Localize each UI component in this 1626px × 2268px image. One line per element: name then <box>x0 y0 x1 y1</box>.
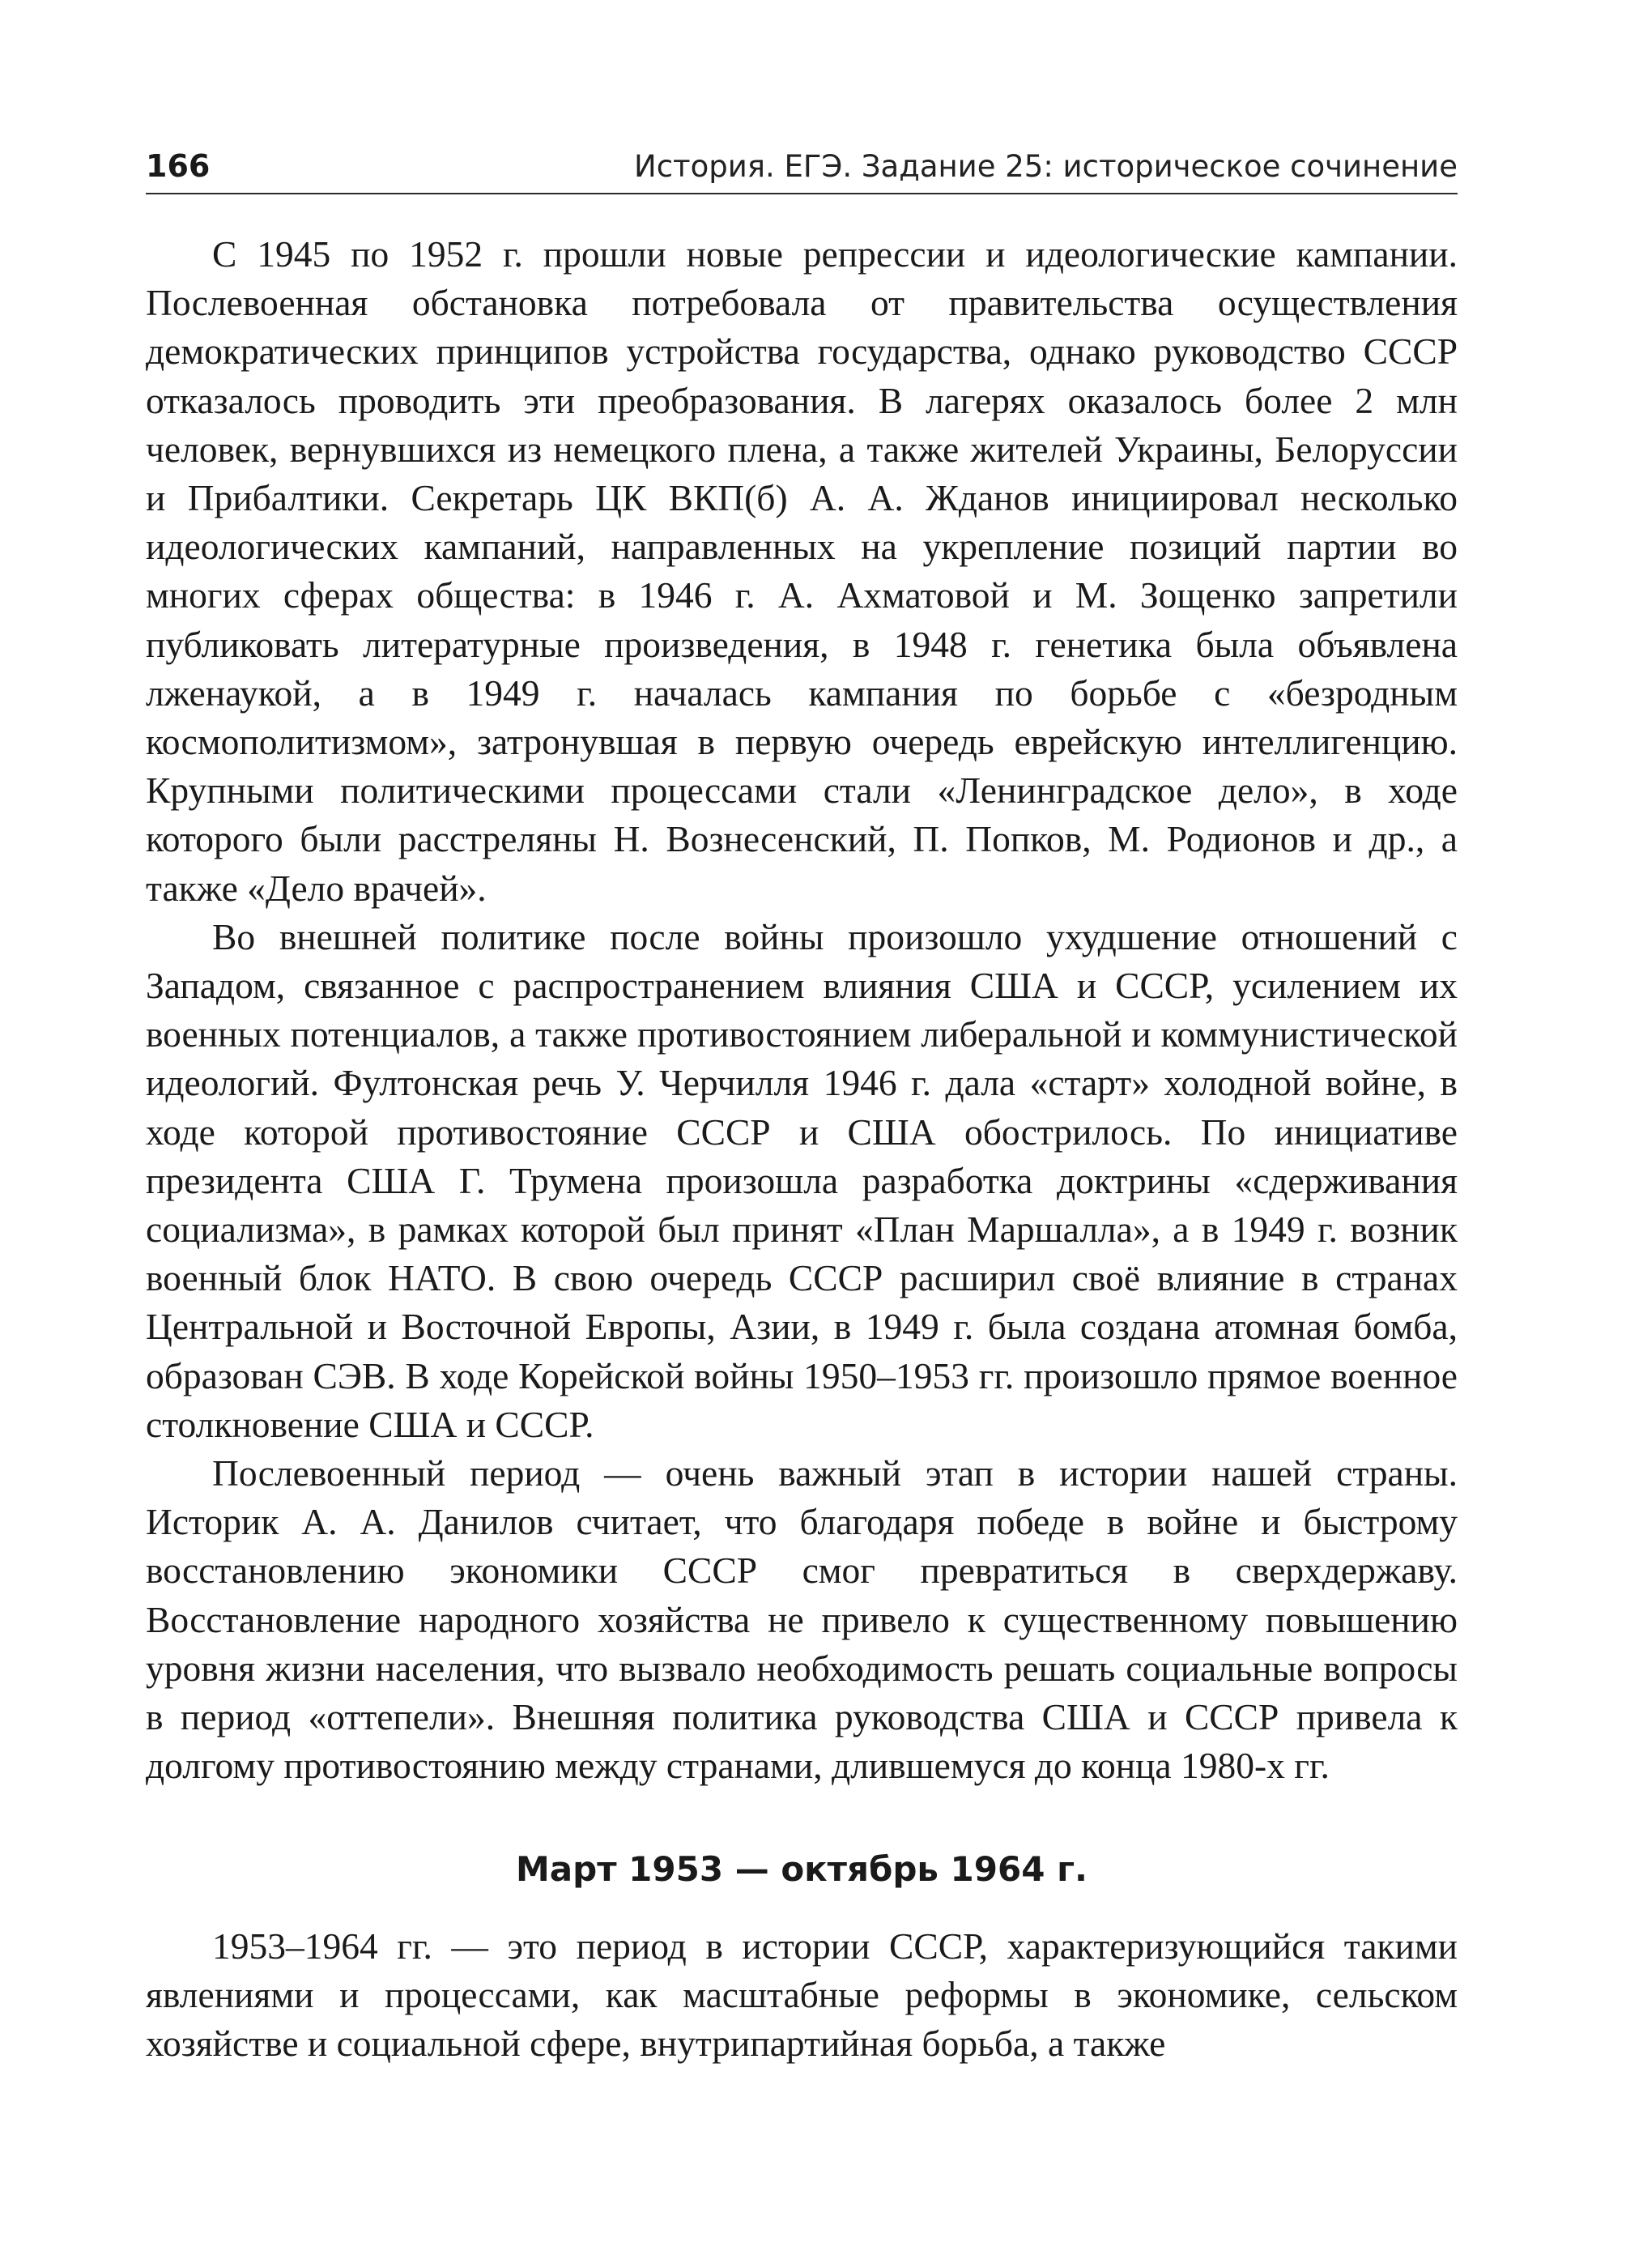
paragraph: Послевоенный период — очень важный этап в истории нашей страны. Историк А. А. Данилов считает, что благодаря победе в войне и быстрому восстановлению экономики СССР смог превратиться в сверхдержаву. Восстановление народного хозяйства не привело к существенному повышению уровня жизни населения, что вызвало необходимость решать социальные вопросы в период «оттепели». Внешняя политика руководства США и СССР привела к долгому противостоянию между странами, длившемуся до конца 1980-х гг. <box>146 1452 1458 1787</box>
paragraph: Во внешней политике после войны произошло ухудшение отношений с Западом, связанное с распространением влияния США и СССР, усилением их военных потенциалов, а также противостоянием либеральной и коммунистической идеологий. Фултонская речь У. Черчилля 1946 г. дала «старт» холодной войне, в ходе которой противостояние СССР и США обострилось. По инициативе президента США Г. Трумена произошла разработка доктрины «сдерживания социализма», в рамках которой был принят «План Маршалла», а в 1949 г. возник военный блок НАТО. В свою очередь СССР расширил своё влияние в странах Центральной и Восточной Европы, Азии, в 1949 г. была создана атомная бомба, образован СЭВ. В ходе Корейской войны 1950–1953 гг. произошло прямое военное столкновение США и СССР. <box>146 915 1458 1445</box>
running-header <box>146 122 1458 194</box>
section-heading: Март 1953 — октябрь 1964 г. <box>516 1848 1088 1889</box>
page-number: 166 <box>146 148 211 184</box>
paragraph: 1953–1964 гг. — это период в истории СССР, характеризующийся такими явлениями и процессами, как масштабные реформы в экономике, сельском хозяйстве и социальной сфере, внутрипартийная борьба, а также <box>146 1925 1458 2065</box>
body-text <box>146 230 1458 2069</box>
running-title: История. ЕГЭ. Задание 25: историческое сочинение <box>634 149 1458 184</box>
book-page <box>146 122 1458 2069</box>
paragraph: С 1945 по 1952 г. прошли новые репрессии и идеологические кампании. Послевоенная обстановка потребовала от правительства осуществления демократических принципов устройства государства, однако руководство СССР отказалось проводить эти преобразования. В лагерях оказалось более 2 млн человек, вернувшихся из немецкого плена, а также жителей Украины, Белоруссии и Прибалтики. Секретарь ЦК ВКП(б) А. А. Жданов инициировал несколько идеологических кампаний, направленных на укрепление позиций партии во многих сферах общества: в 1946 г. А. Ахматовой и М. Зощенко запретили публиковать литературные произведения, в 1948 г. генетика была объявлена лженаукой, а в 1949 г. началась кампания по борьбе с «безродным космополитизмом», затронувшая в первую очередь еврейскую интеллигенцию. Крупными политическими процессами стали «Ленинградское дело», в ходе которого были расстреляны Н. Вознесенский, П. Попков, М. Родионов и др., а также «Дело врачей». <box>146 233 1458 909</box>
